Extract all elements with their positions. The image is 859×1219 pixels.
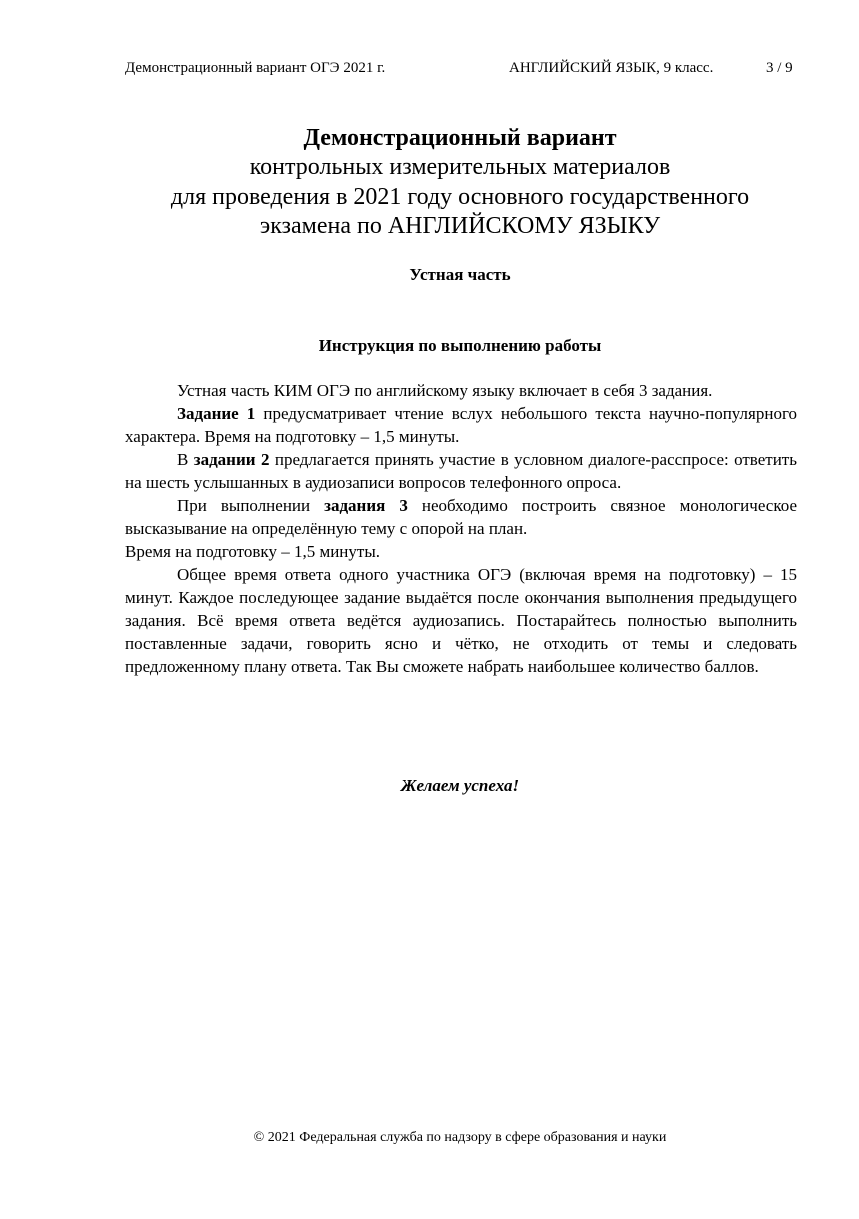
task-1-label: Задание 1 [177, 404, 256, 423]
paragraph-2 [125, 402, 797, 448]
paragraph-4 [125, 494, 797, 540]
paragraph-3-start: В [177, 450, 194, 469]
closing-wish: Желаем успеха! [400, 776, 520, 795]
paragraph-3-text: предлагается принять участие в условном диалоге-расспросе: ответить на шесть услышанных в аудиозаписи вопросов телефонного опроса. [125, 450, 797, 492]
header-page-number: 3 / 9 [766, 60, 793, 76]
title-main: Демонстрационный вариант [303, 125, 617, 151]
header-exam-title: Демонстрационный вариант ОГЭ 2021 г. [125, 60, 386, 76]
paragraph-4-start: При выполнении [177, 496, 325, 515]
header-subject: АНГЛИЙСКИЙ ЯЗЫК, 9 класс. [509, 60, 714, 76]
paragraph-4-text: необходимо построить связное монологическое высказывание на определённую тему с опорой на план. [125, 496, 797, 538]
title-line-1: контрольных измерительных материалов [249, 154, 671, 180]
document-title [0, 123, 859, 242]
paragraph-1: Устная часть КИМ ОГЭ по английскому языку включает в себя 3 задания. [177, 381, 713, 400]
footer-copyright: © 2021 Федеральная служба по надзору в сфере образования и науки [253, 1130, 667, 1145]
instruction-title: Инструкция по выполнению работы [318, 336, 602, 355]
paragraph-3 [125, 448, 797, 494]
task-2-label: задании 2 [193, 450, 270, 469]
section-title: Устная часть [409, 265, 511, 284]
paragraph-2-text: предусматривает чтение вслух небольшого текста научно-популярного характера. Время на подготовку – 1,5 минуты. [125, 404, 797, 446]
task-3-label: задания 3 [324, 496, 408, 515]
paragraph-5: Общее время ответа одного участника ОГЭ (включая время на подготовку) – 15 минут. Каждое последующее задание выдаётся после окончания выполнения предыдущего задания. Всё время ответа ведётся аудиозапись. Постарайтесь полностью выполнить поставленные задачи, говорить ясно и чётко, не отходить от темы и следовать предложенному плану ответа. Так Вы сможете набрать наибольшее количество баллов. [125, 565, 797, 676]
paragraph-4-line-2: Время на подготовку – 1,5 минуты. [125, 542, 380, 561]
instruction-body [125, 379, 797, 678]
title-line-3: экзамена по АНГЛИЙСКОМУ ЯЗЫКУ [259, 213, 661, 239]
title-line-2: для проведения в 2021 году основного государственного [170, 183, 750, 210]
